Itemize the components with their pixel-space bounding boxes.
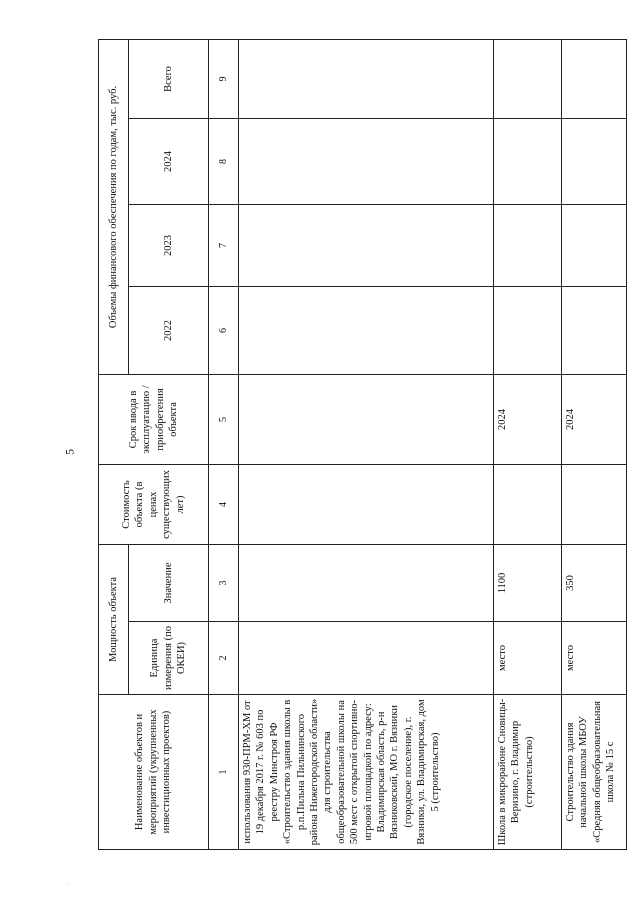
column-number: 6 bbox=[209, 287, 239, 375]
column-number: 1 bbox=[209, 695, 239, 850]
column-number: 4 bbox=[209, 465, 239, 545]
column-number: 8 bbox=[209, 119, 239, 205]
total-cell bbox=[239, 40, 494, 119]
scan-mark: . bbox=[66, 878, 68, 887]
commissioning-cell: 2024 bbox=[562, 375, 627, 465]
column-number: 5 bbox=[209, 375, 239, 465]
header-name: Наименование объектов и мероприятий (укрупненных инвестиционных проектов) bbox=[99, 695, 209, 850]
table-row bbox=[562, 40, 627, 850]
year-2023-cell bbox=[239, 205, 494, 287]
commissioning-cell bbox=[239, 375, 494, 465]
year-2023-cell bbox=[562, 205, 627, 287]
total-cell bbox=[494, 40, 562, 119]
column-number-row bbox=[209, 40, 239, 850]
header-cost: Стоимость объекта (в ценах существующих лет) bbox=[99, 465, 209, 545]
year-2024-cell bbox=[562, 119, 627, 205]
value-cell: 1100 bbox=[494, 545, 562, 622]
header-row-1 bbox=[99, 40, 129, 850]
table-row bbox=[494, 40, 562, 850]
header-value: Значение bbox=[129, 545, 209, 622]
project-name: Школа в микрорайоне Сновицы-Веризино, г. Владимир (строительство) bbox=[494, 695, 562, 850]
unit-cell: место bbox=[562, 622, 627, 695]
header-year-2023: 2023 bbox=[129, 205, 209, 287]
header-financing: Объемы финансового обеспечения по годам, тыс. руб. bbox=[99, 40, 129, 375]
cost-cell bbox=[494, 465, 562, 545]
cost-cell bbox=[239, 465, 494, 545]
project-name: Строительство здания начальной школы МБОУ «Средняя общеобразовательная школа № 15 с bbox=[562, 695, 627, 850]
year-2023-cell bbox=[494, 205, 562, 287]
cost-cell bbox=[562, 465, 627, 545]
investment-table-container bbox=[98, 40, 626, 850]
header-year-2022: 2022 bbox=[129, 287, 209, 375]
header-unit: Единица измерения (по ОКЕИ) bbox=[129, 622, 209, 695]
year-2024-cell bbox=[494, 119, 562, 205]
year-2022-cell bbox=[562, 287, 627, 375]
header-commissioning: Срок ввода в эксплуатацию / приобретения объекта bbox=[99, 375, 209, 465]
unit-cell bbox=[239, 622, 494, 695]
table-row bbox=[239, 40, 494, 850]
column-number: 7 bbox=[209, 205, 239, 287]
header-capacity: Мощность объекта bbox=[99, 545, 129, 695]
header-total: Всего bbox=[129, 40, 209, 119]
header-year-2024: 2024 bbox=[129, 119, 209, 205]
investment-projects-table bbox=[98, 39, 627, 850]
year-2024-cell bbox=[239, 119, 494, 205]
unit-cell: место bbox=[494, 622, 562, 695]
year-2022-cell bbox=[239, 287, 494, 375]
rotated-page-frame bbox=[98, 40, 617, 846]
total-cell bbox=[562, 40, 627, 119]
project-name: использования 930-ПРМ-ХМ от 19 декабря 2017 г. № 603 по реестру Минстроя РФ «Строительство здания школы в р.п.Пильна Пильнинского района Нижегородской области» для строительства общеобразовательной школы на 500 мест с открытой спортивно-игровой площадкой по адресу: Владимирская область, р-н Вязниковский, МО г. Вязники (городское поселение), г. Вязники, ул. Владимирская, дом 5 (строительство) bbox=[239, 695, 494, 850]
column-number: 2 bbox=[209, 622, 239, 695]
value-cell bbox=[239, 545, 494, 622]
column-number: 9 bbox=[209, 40, 239, 119]
year-2022-cell bbox=[494, 287, 562, 375]
commissioning-cell: 2024 bbox=[494, 375, 562, 465]
value-cell: 350 bbox=[562, 545, 627, 622]
column-number: 3 bbox=[209, 545, 239, 622]
page-number: 5 bbox=[62, 449, 77, 455]
